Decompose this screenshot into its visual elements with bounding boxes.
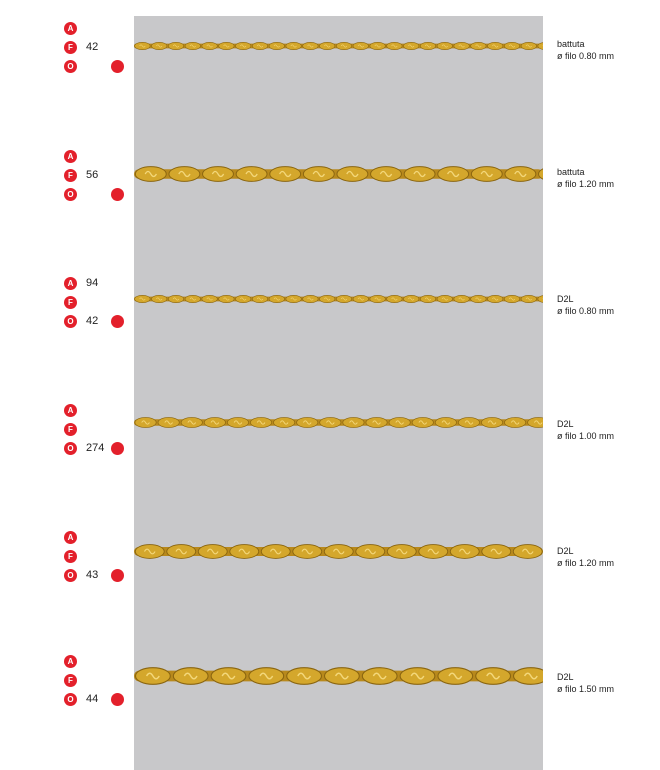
chain-image xyxy=(134,42,543,50)
chain-links-graphic xyxy=(134,42,543,50)
chain-image xyxy=(134,166,543,182)
product-row-1 xyxy=(0,22,660,82)
code-a-badge: A xyxy=(64,404,77,417)
code-f-value: 42 xyxy=(86,41,99,53)
product-row-5 xyxy=(0,531,660,591)
chain-type: D2L xyxy=(557,419,574,429)
chain-links-graphic xyxy=(134,417,543,428)
code-o-badge: O xyxy=(64,569,77,582)
code-o-badge: O xyxy=(64,693,77,706)
code-o-badge: O xyxy=(64,188,77,201)
code-a-badge: A xyxy=(64,277,77,290)
code-a-badge: A xyxy=(64,531,77,544)
wire-diameter: ø filo 1.00 mm xyxy=(557,431,615,441)
code-o-value: 42 xyxy=(86,315,99,327)
code-f-badge: F xyxy=(64,550,77,563)
wire-diameter: ø filo 0.80 mm xyxy=(557,306,615,316)
status-dot xyxy=(111,569,124,582)
code-a-badge: A xyxy=(64,150,77,163)
status-dot xyxy=(111,442,124,455)
code-f-badge: F xyxy=(64,296,77,309)
code-a-badge: A xyxy=(64,22,77,35)
chain-image xyxy=(134,417,543,428)
code-o-value: 44 xyxy=(86,693,99,705)
chain-links-graphic xyxy=(134,544,543,559)
status-dot xyxy=(111,693,124,706)
chain-type: battuta xyxy=(557,39,585,49)
chain-image xyxy=(134,667,543,685)
wire-diameter: ø filo 1.20 mm xyxy=(557,558,615,568)
product-row-6 xyxy=(0,655,660,715)
chain-type: D2L xyxy=(557,546,574,556)
chain-type: D2L xyxy=(557,294,574,304)
product-row-4 xyxy=(0,404,660,464)
status-dot xyxy=(111,315,124,328)
wire-diameter: ø filo 1.20 mm xyxy=(557,179,615,189)
wire-diameter: ø filo 0.80 mm xyxy=(557,51,615,61)
status-dot xyxy=(111,60,124,73)
code-a-value: 94 xyxy=(86,277,99,289)
code-o-badge: O xyxy=(64,442,77,455)
code-f-badge: F xyxy=(64,423,77,436)
chain-links-graphic xyxy=(134,166,543,182)
code-f-badge: F xyxy=(64,169,77,182)
code-o-value: 274 xyxy=(86,442,105,454)
chain-links-graphic xyxy=(134,667,543,685)
product-description xyxy=(557,671,614,695)
product-description xyxy=(557,545,614,569)
product-row-2 xyxy=(0,150,660,210)
code-o-value: 43 xyxy=(86,569,99,581)
code-f-value: 56 xyxy=(86,169,99,181)
chain-type: battuta xyxy=(557,167,585,177)
code-o-badge: O xyxy=(64,315,77,328)
chain-type: D2L xyxy=(557,672,574,682)
code-f-badge: F xyxy=(64,674,77,687)
code-o-badge: O xyxy=(64,60,77,73)
product-description xyxy=(557,293,614,317)
code-f-badge: F xyxy=(64,41,77,54)
chain-image xyxy=(134,295,543,303)
product-description xyxy=(557,166,614,190)
product-description xyxy=(557,38,614,62)
code-a-badge: A xyxy=(64,655,77,668)
chain-links-graphic xyxy=(134,295,543,303)
wire-diameter: ø filo 1.50 mm xyxy=(557,684,615,694)
chain-image xyxy=(134,544,543,559)
status-dot xyxy=(111,188,124,201)
product-description xyxy=(557,418,614,442)
product-row-3 xyxy=(0,277,660,337)
